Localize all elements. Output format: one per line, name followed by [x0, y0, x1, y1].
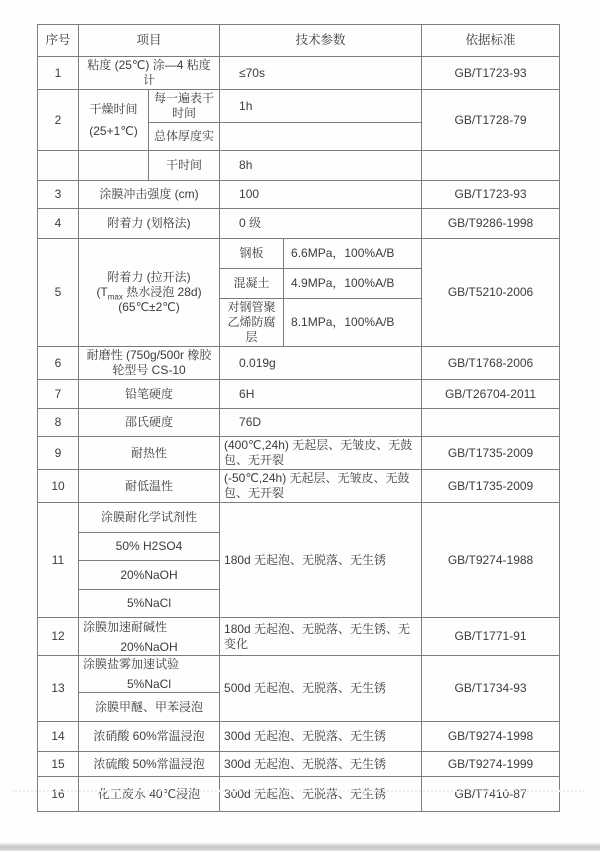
item-line: 干燥时间: [89, 102, 138, 116]
serial-cell: 8: [38, 409, 79, 437]
serial-cell: 1: [38, 57, 79, 90]
table-row: [38, 57, 560, 90]
item-subcell: 干时间: [149, 151, 220, 181]
header-row: [38, 25, 560, 57]
item-subcell: 20%NaOH: [79, 561, 220, 590]
param-cell: 0 级: [220, 209, 422, 239]
item-cell: 涂膜冲击强度 (cm): [79, 181, 220, 209]
item-cell: [79, 239, 220, 347]
serial-cell: 15: [38, 752, 79, 777]
item-line: (65℃±2℃): [118, 300, 180, 314]
standard-cell: GB/T1734-93: [422, 656, 560, 722]
standard-cell: GB/T26704-2011: [422, 380, 560, 409]
item-line: 涂膜盐雾加速试验: [83, 657, 180, 671]
item-line: 附着力 (拉开法): [107, 270, 191, 284]
table-row: [38, 503, 560, 533]
table-row: [38, 209, 560, 239]
table-row: [38, 380, 560, 409]
standard-cell: [422, 151, 560, 181]
item-subcell: [79, 656, 220, 693]
standard-cell: GB/T9274-1988: [422, 503, 560, 618]
item-line: 5%NaCl: [127, 677, 172, 691]
param-label-cell: 混凝土: [220, 269, 284, 299]
item-line: ($T_{max}$ 热水浸泡 28d): [96, 285, 202, 302]
standard-cell: GB/T1771-91: [422, 618, 560, 656]
serial-cell: 7: [38, 380, 79, 409]
serial-cell: 4: [38, 209, 79, 239]
serial-cell: 2: [38, 90, 79, 151]
table-row: [38, 239, 560, 269]
param-value-cell: 6.6MPa，100%A/B: [284, 239, 422, 269]
item-subcell: 5%NaCl: [79, 590, 220, 618]
table-row: [38, 777, 560, 812]
item-cell: 邵氏硬度: [79, 409, 220, 437]
table-row: [38, 752, 560, 777]
item-cell: 粘度 (25℃) 涂—4 粘度计: [79, 57, 220, 90]
table-row: [38, 470, 560, 503]
item-subcell: 50% H2SO4: [79, 533, 220, 561]
standard-cell: GB/T1768-2006: [422, 347, 560, 380]
table-row: [38, 347, 560, 380]
param-cell: 0.019g: [220, 347, 422, 380]
param-cell: [220, 123, 422, 151]
item-cell: 浓硝酸 60%常温浸泡: [79, 722, 220, 752]
serial-cell: 6: [38, 347, 79, 380]
item-subcell: 涂膜耐化学试剂性: [79, 503, 220, 533]
serial-cell: 13: [38, 656, 79, 722]
serial-cell: 5: [38, 239, 79, 347]
table-row: [38, 618, 560, 656]
serial-cell: 10: [38, 470, 79, 503]
table-row: [38, 437, 560, 470]
standard-cell: GB/T9286-1998: [422, 209, 560, 239]
standard-cell: GB/T1723-93: [422, 57, 560, 90]
param-cell: (400℃,24h) 无起层、无皱皮、无鼓包、无开裂: [220, 437, 422, 470]
item-cell: [79, 151, 149, 181]
standard-cell: GB/T5210-2006: [422, 239, 560, 347]
header-param: 技术参数: [220, 25, 422, 57]
item-cell: 化工废水 40℃浸泡: [79, 777, 220, 812]
header-item: 项目: [79, 25, 220, 57]
param-cell: 180d 无起泡、无脱落、无生锈、无变化: [220, 618, 422, 656]
param-cell: ≤70s: [220, 57, 422, 90]
standard-cell: GB/T7410-87: [422, 777, 560, 812]
standard-cell: GB/T1735-2009: [422, 437, 560, 470]
standard-cell: [422, 409, 560, 437]
param-cell: 6H: [220, 380, 422, 409]
spec-table: [37, 24, 560, 812]
item-cell: 耐热性: [79, 437, 220, 470]
param-cell: 300d 无起泡、无脱落、无生锈: [220, 777, 422, 812]
param-value-cell: 4.9MPa，100%A/B: [284, 269, 422, 299]
item-cell: 耐低温性: [79, 470, 220, 503]
item-subcell: 每一遍表干时间: [149, 90, 220, 123]
subscript: max: [107, 292, 123, 302]
item-line: 20%NaOH: [120, 639, 178, 654]
standard-cell: GB/T1728-79: [422, 90, 560, 151]
param-label-cell: 钢板: [220, 239, 284, 269]
param-cell: 1h: [220, 90, 422, 123]
table-row: [38, 722, 560, 752]
param-cell: (-50℃,24h) 无起层、无皱皮、无鼓包、无开裂: [220, 470, 422, 503]
header-standard: 依据标准: [422, 25, 560, 57]
standard-cell: GB/T9274-1998: [422, 722, 560, 752]
item-line: 涂膜加速耐碱性: [83, 619, 168, 634]
item-cell: [79, 90, 149, 151]
table-row: [38, 409, 560, 437]
serial-cell: 12: [38, 618, 79, 656]
page-edge-shadow: [0, 843, 600, 851]
serial-cell: [38, 151, 79, 181]
serial-cell: 9: [38, 437, 79, 470]
standard-cell: GB/T1735-2009: [422, 470, 560, 503]
standard-cell: GB/T1723-93: [422, 181, 560, 209]
param-label-cell: 对钢管聚乙烯防腐层: [220, 299, 284, 347]
item-line: (25+1℃): [89, 124, 138, 138]
param-cell: 300d 无起泡、无脱落、无生锈: [220, 722, 422, 752]
serial-cell: 11: [38, 503, 79, 618]
item-cell: 耐磨性 (750g/500r 橡胶轮型号 CS-10: [79, 347, 220, 380]
item-cell: 铅笔硬度: [79, 380, 220, 409]
param-cell: 300d 无起泡、无脱落、无生锈: [220, 752, 422, 777]
param-cell: 76D: [220, 409, 422, 437]
item-cell: [79, 618, 220, 656]
header-serial: 序号: [38, 25, 79, 57]
standard-cell: GB/T9274-1999: [422, 752, 560, 777]
param-cell: 500d 无起泡、无脱落、无生锈: [220, 656, 422, 722]
param-value-cell: 8.1MPa，100%A/B: [284, 299, 422, 347]
serial-cell: 14: [38, 722, 79, 752]
table-row: [38, 90, 560, 123]
param-cell: 180d 无起泡、无脱落、无生锈: [220, 503, 422, 618]
item-cell: 浓硫酸 50%常温浸泡: [79, 752, 220, 777]
item-subcell: 涂膜甲醚、甲苯浸泡: [79, 693, 220, 722]
item-cell: 附着力 (划格法): [79, 209, 220, 239]
serial-cell: 16: [38, 777, 79, 812]
table-row: [38, 181, 560, 209]
table-row: [38, 151, 560, 181]
param-cell: 8h: [220, 151, 422, 181]
item-subcell: 总体厚度实: [149, 123, 220, 151]
page-perforation-line: [12, 790, 584, 792]
serial-cell: 3: [38, 181, 79, 209]
table-row: [38, 656, 560, 693]
param-cell: 100: [220, 181, 422, 209]
